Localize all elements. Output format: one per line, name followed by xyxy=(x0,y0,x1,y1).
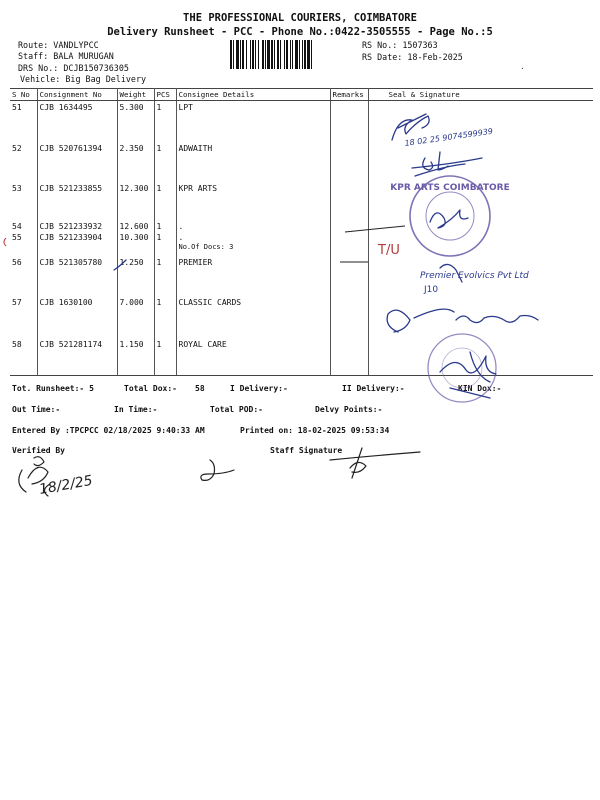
cell-consignee: ROYAL CARE xyxy=(176,338,330,376)
ii-delivery: II Delivery:- xyxy=(342,384,405,393)
stamp-kpr-arts xyxy=(390,158,509,256)
stamp-kpr-text: KPR ARTS COIMBATORE xyxy=(390,183,510,193)
cell-consignee: . xyxy=(176,220,330,231)
runsheet-subtitle: Delivery Runsheet - PCC - Phone No.:0422-3505555 - Page No.:5 xyxy=(107,26,493,38)
cell-consignment: CJB 521281174 xyxy=(37,338,117,376)
cell-weight: 12.300 xyxy=(117,182,154,220)
rs-date: RS Date: 18-Feb-2025 xyxy=(362,52,463,62)
verified-date: 18/2/25 xyxy=(37,472,94,498)
cell-pcs: 1 xyxy=(154,182,176,220)
cell-sno: 56 xyxy=(10,256,37,296)
col-weight: Weight xyxy=(117,89,154,101)
signature-staff-1 xyxy=(201,460,234,480)
premier-stamp-text: Premier Evolvics Pvt Ltd xyxy=(420,271,529,281)
cell-consignee: CLASSIC CARDS xyxy=(176,296,330,338)
row51-handwritten-text: 18 02 25 9074599939 xyxy=(404,126,494,148)
remark-tu-text: T/U xyxy=(378,243,400,258)
cell-pcs: 1 xyxy=(154,142,176,182)
cell-weight: 10.300 xyxy=(117,231,154,256)
cell-weight: 1.250 xyxy=(117,256,154,296)
cell-consignment: CJB 521233855 xyxy=(37,182,117,220)
delvy-points: Delvy Points:- xyxy=(315,405,383,414)
signature-row57 xyxy=(387,309,538,332)
cell-pcs: 1 xyxy=(154,338,176,376)
remark-tu xyxy=(4,226,405,262)
kin-dox: KIN Dox:- xyxy=(458,384,502,393)
cell-sno: 54 xyxy=(10,220,37,231)
total-dox-value: 58 xyxy=(195,384,205,393)
cell-consignee: . xyxy=(178,232,184,242)
cell-pcs: 1 xyxy=(154,231,176,256)
verified-by: Verified By xyxy=(12,446,65,455)
cell-consignee: LPT xyxy=(176,101,330,142)
cell-consignment: CJB 1630100 xyxy=(37,296,117,338)
signature-row51 xyxy=(392,114,493,148)
cell-weight: 7.000 xyxy=(117,296,154,338)
cell-pcs: 1 xyxy=(154,220,176,231)
i-delivery: I Delivery:- xyxy=(230,384,288,393)
col-remarks: Remarks xyxy=(330,89,368,101)
rs-number: RS No.: 1507363 xyxy=(362,40,438,50)
speck-mark: . xyxy=(520,62,525,71)
col-consignee: Consignee Details xyxy=(176,89,330,101)
drs-label: DRS No.: DCJB150736305 xyxy=(18,63,129,73)
premier-note: J10 xyxy=(424,285,439,295)
cell-weight: 1.150 xyxy=(117,338,154,376)
cell-consignee: PREMIER xyxy=(176,256,330,296)
out-time: Out Time:- xyxy=(12,405,61,414)
cell-pcs: 1 xyxy=(154,296,176,338)
cell-sno: 52 xyxy=(10,142,37,182)
cell-weight: 5.300 xyxy=(117,101,154,142)
cell-consignment: CJB 520761394 xyxy=(37,142,117,182)
cell-weight: 12.600 xyxy=(117,220,154,231)
cell-sno: 57 xyxy=(10,296,37,338)
cell-pcs: 1 xyxy=(154,101,176,142)
cell-consignment: CJB 521233904 xyxy=(37,231,117,256)
col-seal-signature: Seal & Signature xyxy=(368,89,593,101)
cell-sno: 55 xyxy=(10,231,37,256)
cell-sno: 53 xyxy=(10,182,37,220)
in-time: In Time:- xyxy=(114,405,158,414)
vehicle-label: Vehicle: Big Bag Delivery xyxy=(20,74,147,84)
staff-signature-label: Staff Signature xyxy=(270,446,343,455)
no-of-docs: No.Of Docs: 3 xyxy=(178,242,234,251)
stamp-premier xyxy=(114,260,529,295)
total-pod: Total POD:- xyxy=(210,405,263,414)
cell-weight: 2.350 xyxy=(117,142,154,182)
cell-sno: 51 xyxy=(10,101,37,142)
cell-consignment: CJB 1634495 xyxy=(37,101,117,142)
signature-staff-2 xyxy=(330,448,420,478)
entered-by: Entered By :TPCPCC 02/18/2025 9:40:33 AM xyxy=(12,426,205,435)
col-sno: S No xyxy=(10,89,37,101)
col-pcs: PCS xyxy=(154,89,176,101)
printed-on: Printed on: 18-02-2025 09:53:34 xyxy=(240,426,390,435)
col-consignment: Consignment No xyxy=(37,89,117,101)
route-label: Route: VANDLYPCC xyxy=(18,40,99,50)
cell-consignee: KPR ARTS xyxy=(176,182,330,220)
tot-runsheet: Tot. Runsheet:- 5 xyxy=(12,384,94,393)
cell-consignment: CJB 521233932 xyxy=(37,220,117,231)
total-dox-label: Total Dox:- xyxy=(124,384,177,393)
staff-label: Staff: BALA MURUGAN xyxy=(18,51,114,61)
signature-row58 xyxy=(428,334,496,402)
cell-consignee: ADWAITH xyxy=(176,142,330,182)
cell-sno: 58 xyxy=(10,338,37,376)
cell-consignment: CJB 521305780 xyxy=(37,256,117,296)
cell-pcs: 1 xyxy=(154,256,176,296)
signature-verified xyxy=(19,457,94,498)
company-title: THE PROFESSIONAL COURIERS, COIMBATORE xyxy=(183,12,417,24)
signature-row52 xyxy=(415,152,465,176)
